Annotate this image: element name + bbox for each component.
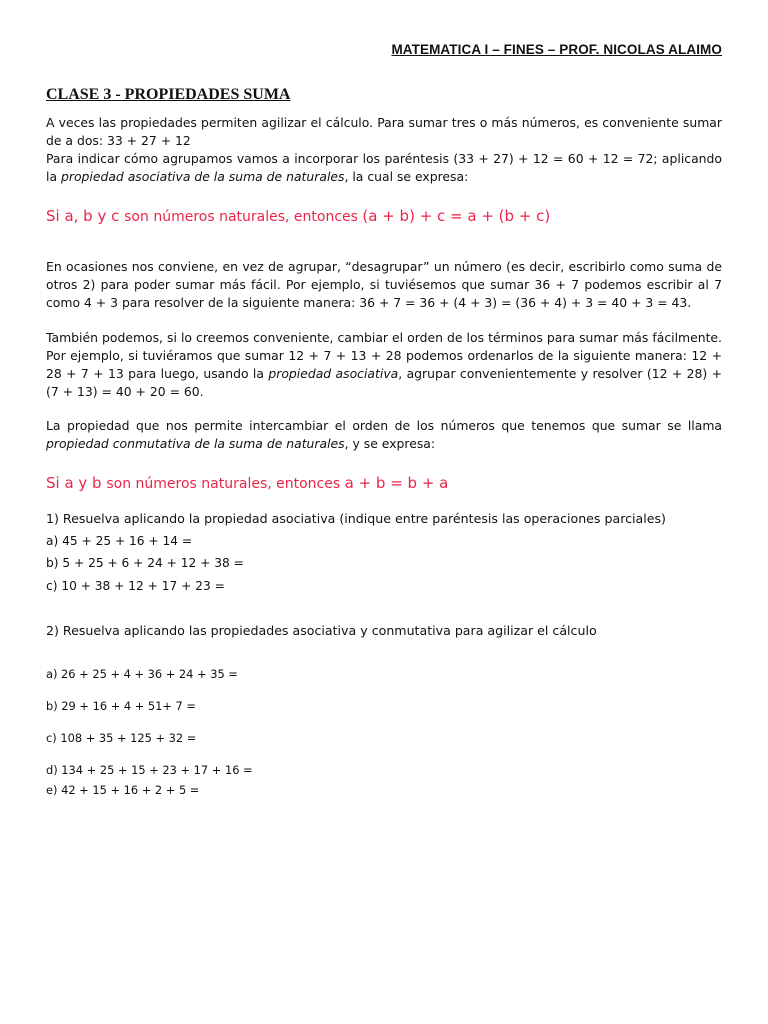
exercise-1-statement: 1) Resuelva aplicando la propiedad asociativa (indique entre paréntesis las operaciones parciales) [46, 511, 666, 526]
exercise-1-item-a: a) 45 + 25 + 16 + 14 = [46, 534, 193, 548]
commutative-intro-paragraph: La propiedad que nos permite intercambiar el orden de los números que tenemos que sumar se llama propiedad conmutativa de la suma de naturales, y se expresa: [46, 418, 722, 451]
exercise-2-item-d: d) 134 + 25 + 15 + 23 + 17 + 16 = [46, 763, 253, 777]
exercise-2-item-b: b) 29 + 16 + 4 + 51+ 7 = [46, 699, 196, 713]
intro-line-2-end: , la cual se expresa: [344, 169, 469, 184]
commutative-property-statement: Si a y b son números naturales, entonces a + b = b + a [46, 474, 449, 492]
reorder-paragraph: También podemos, si lo creemos conveniente, cambiar el orden de los términos para sumar más fácilmente. Por ejemplo, si tuviéramos que sumar 12 + 7 + 13 + 28 podemos ordenarlos de la siguiente manera: 12 + 28 + 7 + 13 para luego, usando la propiedad asociativa, agrupar convenientemente y resolver (12 + 28) + (7 + 13) = 40 + 20 = 60. [46, 330, 723, 399]
exercise-2-item-a: a) 26 + 25 + 4 + 36 + 24 + 35 = [46, 667, 238, 681]
document-header: MATEMATICA I – FINES – PROF. NICOLAS ALAIMO [391, 42, 722, 57]
intro-line-1: A veces las propiedades permiten agilizar el cálculo. Para sumar tres o más números, es conveniente sumar de a dos: 33 + 27 + 12 [46, 115, 722, 148]
intro-line-2-start: Para indicar cómo agrupamos vamos a incorporar los paréntesis (33 + 27) + 12 = 60 + 12 = 72; aplicando la [46, 151, 722, 184]
exercise-2-item-e: e) 42 + 15 + 16 + 2 + 5 = [46, 783, 200, 797]
exercise-1-item-b: b) 5 + 25 + 6 + 24 + 12 + 38 = [46, 556, 244, 570]
exercise-1-item-c: c) 10 + 38 + 12 + 17 + 23 = [46, 579, 225, 593]
intro-italic: propiedad asociativa de la suma de naturales [60, 169, 345, 184]
intro-paragraph [46, 114, 722, 186]
exercise-2-statement: 2) Resuelva aplicando las propiedades asociativa y conmutativa para agilizar el cálculo [46, 623, 597, 638]
page-title: CLASE 3 - PROPIEDADES SUMA [46, 86, 291, 103]
associative-property-statement: Si a, b y c son números naturales, entonces (a + b) + c = a + (b + c) [46, 207, 551, 225]
exercise-2-item-c: c) 108 + 35 + 125 + 32 = [46, 731, 197, 745]
ungroup-paragraph: En ocasiones nos conviene, en vez de agrupar, “desagrupar” un número (es decir, escribirlo como suma de otros 2) para poder sumar más fácil. Por ejemplo, si tuviésemos que sumar 36 + 7 podemos escribir al 7 como 4 + 3 para resolver de la siguiente manera: 36 + 7 = 36 + (4 + 3) = (36 + 4) + 3 = 40 + 3 = 43. [46, 259, 722, 310]
